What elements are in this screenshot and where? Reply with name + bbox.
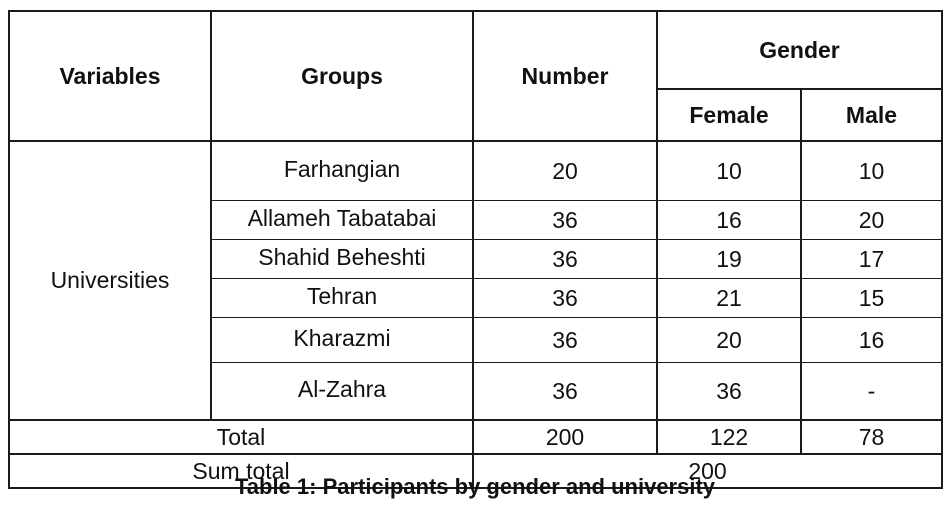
female-cell: 19	[657, 240, 801, 279]
male-cell: 16	[801, 318, 942, 363]
female-cell: 10	[657, 141, 801, 201]
group-name: Kharazmi	[211, 318, 473, 363]
participants-table-container	[8, 10, 941, 489]
table-header	[9, 11, 942, 141]
total-label: Total	[9, 420, 473, 454]
header-female: Female	[657, 89, 801, 141]
total-male: 78	[801, 420, 942, 454]
male-cell: 20	[801, 201, 942, 240]
participants-table	[8, 10, 943, 489]
male-cell: 17	[801, 240, 942, 279]
header-variables: Variables	[9, 11, 211, 141]
sum-total-label: Sum total	[9, 454, 473, 488]
header-gender: Gender	[657, 11, 942, 89]
header-male: Male	[801, 89, 942, 141]
number-cell: 20	[473, 141, 657, 201]
sum-total-value: 200	[473, 454, 942, 488]
universities-label: Universities	[9, 141, 211, 420]
number-cell: 36	[473, 240, 657, 279]
group-name: Farhangian	[211, 141, 473, 201]
female-cell: 16	[657, 201, 801, 240]
group-name: Al-Zahra	[211, 363, 473, 421]
header-row-top	[9, 11, 942, 89]
number-cell: 36	[473, 318, 657, 363]
group-name: Shahid Beheshti	[211, 240, 473, 279]
male-cell: -	[801, 363, 942, 421]
female-cell: 21	[657, 279, 801, 318]
female-cell: 20	[657, 318, 801, 363]
universities-body	[9, 141, 942, 420]
total-row	[9, 420, 942, 454]
header-number: Number	[473, 11, 657, 141]
number-cell: 36	[473, 279, 657, 318]
male-cell: 10	[801, 141, 942, 201]
total-number: 200	[473, 420, 657, 454]
table-row	[9, 141, 942, 201]
header-groups: Groups	[211, 11, 473, 141]
number-cell: 36	[473, 363, 657, 421]
number-cell: 36	[473, 201, 657, 240]
female-cell: 36	[657, 363, 801, 421]
total-female: 122	[657, 420, 801, 454]
table-caption: Table 1: Participants by gender and university	[234, 474, 716, 499]
group-name: Allameh Tabatabai	[211, 201, 473, 240]
group-name: Tehran	[211, 279, 473, 318]
male-cell: 15	[801, 279, 942, 318]
